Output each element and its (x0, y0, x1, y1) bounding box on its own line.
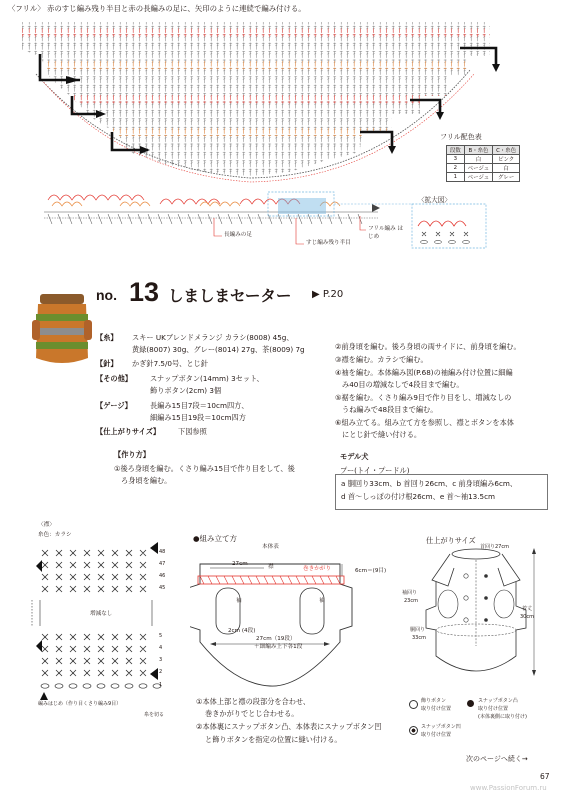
row-number: 48 (159, 549, 166, 555)
step-3: ③襟を編む。カラシで編む。 (335, 355, 428, 364)
sleeve-left-label: 袖 (236, 598, 242, 604)
label-frill-start: フリル編み はじめ (368, 226, 404, 240)
assembly-note-2: 巻きかがりでとじ合わせる。 (205, 709, 299, 718)
other-label: 【その他】 (96, 374, 132, 383)
row-number: 3 (159, 657, 163, 663)
assembly-diagram (190, 550, 360, 690)
frill-table-title: フリル配色表 (440, 133, 482, 141)
finish-value: 下図参照 (178, 427, 207, 436)
legend-snap-concave-2: 取り付け位置 (421, 732, 452, 738)
decorative-button-icon (409, 700, 418, 709)
other-line-2: 飾りボタン(2cm) 3個 (150, 386, 222, 395)
frill-color-table (446, 145, 520, 182)
snap-convex-icon (467, 700, 474, 707)
row-number: 4 (159, 645, 163, 651)
gauge-line-1: 長編み15目7段＝10cm四方、 (150, 401, 249, 410)
project-title: しましまセーター (168, 287, 292, 305)
neck-circumference: 首回り27cm (480, 544, 509, 550)
model-dog-measure-2: d 首〜しっぽの付け根26cm、e 首〜袖13.5cm (341, 492, 496, 501)
sleeve-circumference-value: 23cm (404, 598, 418, 604)
length-label: 着丈 (522, 606, 533, 612)
torso-circumference-label: 胴回り (410, 627, 426, 633)
roll-stitch-label: 巻きかがり (303, 566, 331, 572)
table-header: 段数 (447, 146, 465, 155)
dim-6cm: 6cm＝(9目) (355, 568, 387, 574)
yarn-label: 【糸】 (96, 333, 118, 342)
collar-no-change: 増減なし (90, 611, 113, 617)
sleeve-circumference-label: 袖回り (402, 590, 418, 596)
assembly-title: ●組み立て方 (193, 534, 238, 543)
page-number: 67 (540, 772, 550, 781)
collar-label: 〈襟〉 (38, 522, 55, 528)
label-half-stitch: すじ編み残り半目 (306, 240, 351, 246)
assembly-note-1: ①本体上部と襟の段部分を合わせ、 (196, 697, 311, 706)
finish-label: 【仕上がりサイズ】 (96, 427, 161, 436)
frill-crochet-chart (0, 0, 569, 270)
other-line-1: スナップボタン(14mm) 3セット、 (150, 374, 264, 383)
torso-circumference-value: 33cm (412, 635, 426, 641)
collar-cut-yarn: 糸を切る (144, 712, 165, 718)
assembly-note-4: と飾りボタンを指定の位置に縫い付ける。 (205, 735, 342, 744)
legend-snap-convex-1: スナップボタン凸 (478, 698, 518, 704)
table-header: B・糸色 (464, 146, 492, 155)
table-row: 1 ベージュ グレー (447, 173, 520, 182)
row-number: 1 (159, 682, 163, 688)
yarn-line-1: スキー UKブレンドメランジ カラシ(8008) 45g、 (132, 333, 294, 342)
needle-value: かぎ針7.5/0号、とじ針 (132, 359, 208, 368)
row-number: 45 (159, 585, 166, 591)
watermark: www.PassionForum.ru (470, 784, 547, 792)
yarn-line-2: 黄緑(8007) 30g、グレー(8014) 27g、茶(8009) 7g (132, 345, 305, 354)
project-number: 13 (129, 277, 160, 307)
dim-2cm: 2cm (4段) (228, 628, 256, 634)
gauge-line-2: 細編み15目19段＝10cm四方 (150, 413, 246, 422)
legend-snap-concave-1: スナップボタン凹 (421, 724, 461, 730)
collar-color: 糸色：カラシ (38, 532, 72, 538)
model-dog-label: モデル犬 (340, 452, 369, 461)
assembly-body-front: 本体表 (262, 544, 279, 550)
length-value: 30cm (520, 614, 534, 620)
row-number: 5 (159, 633, 163, 639)
step-5-cont: うね編みで48段目まで編む。 (342, 405, 438, 414)
sleeve-right-label: 袖 (319, 598, 325, 604)
legend-snap-convex-3: (本体裏側に取り付け) (478, 714, 527, 720)
method-label: 【作り方】 (114, 450, 150, 459)
enlarged-view-label: 〈拡大図〉 (418, 196, 451, 204)
frill-instruction: 〈フリル〉 赤のすじ編み残り半目と赤の長編みの足に、矢印のように連続で編み付ける。 (8, 4, 306, 13)
gauge-label: 【ゲージ】 (96, 401, 132, 410)
step-2: ②前身頃を編む。後ろ身頃の両サイドに、前身頃を編む。 (335, 342, 521, 351)
step-5: ⑤裾を編む。くさり編み9目で作り目をし、増減なしの (335, 393, 512, 402)
triangle-right-icon: ▶ (312, 289, 320, 300)
step-6: ⑥組み立てる。組み立て方を参照し、襟とボタンを本体 (335, 418, 514, 427)
method-step-1-cont: ろ身頃を編む。 (121, 476, 172, 485)
table-row: 2 ベージュ 白 (447, 164, 520, 173)
snap-concave-icon (409, 726, 418, 735)
model-dog-measure-1: a 胴回り33cm、b 首回り26cm、c 前身頃編み6cm、 (341, 479, 518, 488)
legend-decorative-1: 飾りボタン (421, 698, 447, 704)
needle-label: 【針】 (96, 359, 118, 368)
finished-size-title: 仕上がりサイズ (426, 536, 476, 545)
row-number: 47 (159, 561, 166, 567)
continue-next-page: 次のページへ続く→ (466, 755, 528, 763)
legend-snap-convex-2: 取り付け位置 (478, 706, 509, 712)
assembly-note-3: ②本体裏にスナップボタン凸、本体表にスナップボタン凹 (196, 722, 382, 731)
step-6-cont: にとじ針で縫い付ける。 (342, 430, 422, 439)
page-reference: ▶ P.20 (312, 289, 344, 300)
collar-part-label: 襟 (268, 564, 274, 570)
step-4: ④袖を編む。本体編み図(P.68)の袖編み付け位置に細編 (335, 368, 513, 377)
project-no-label: no. (96, 287, 117, 303)
dim-27cm: 27cm (232, 561, 248, 567)
row-number: 46 (159, 573, 166, 579)
label-long-stitch-foot: 長編みの足 (224, 232, 252, 238)
finished-size-diagram (414, 546, 554, 696)
method-step-1: ①後ろ身頃を編む。くさり編み15目で作り目をして、後 (114, 464, 295, 473)
dim-body-1: 27cm（19段） (256, 636, 296, 642)
dim-body-2: ＋細編み上下各1段 (254, 644, 303, 650)
table-row: 3 白 ピンク (447, 155, 520, 164)
legend-decorative-2: 取り付け位置 (421, 706, 452, 712)
table-header: C・糸色 (493, 146, 520, 155)
sweater-photo (30, 290, 92, 370)
model-dog-name: プー(トイ・プードル) (340, 466, 410, 475)
collar-start: 編みはじめ（作り目くさり編み9目） (38, 701, 122, 707)
step-4-cont: み40目の増減なしで4段目まで編む。 (342, 380, 464, 389)
row-number: 2 (159, 669, 163, 675)
